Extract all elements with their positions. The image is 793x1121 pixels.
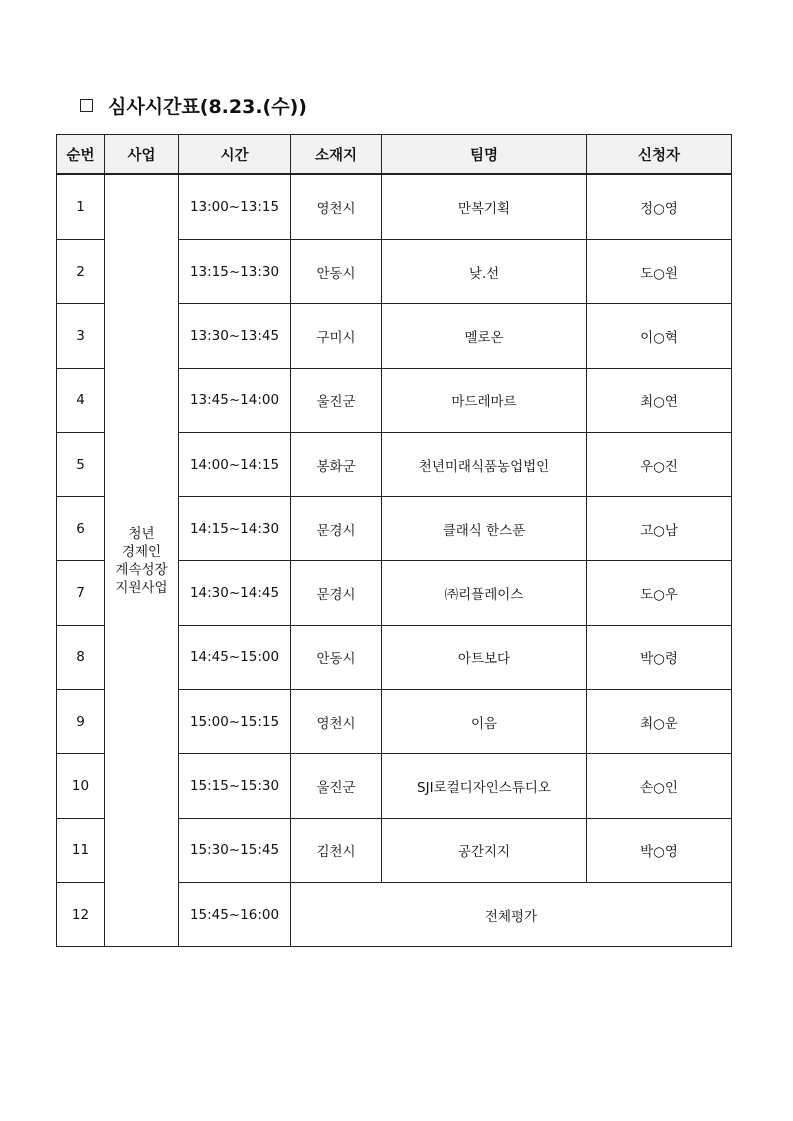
cell-time: 15:00~15:15 [179,690,291,754]
cell-no: 2 [57,240,105,304]
cell-time: 13:30~13:45 [179,304,291,368]
cell-location: 영천시 [291,690,382,754]
cell-applicant: 박○령 [587,625,732,689]
header-business: 사업 [105,135,179,175]
cell-team: 아트보다 [382,625,587,689]
cell-team: ㈜리플레이스 [382,561,587,625]
cell-time: 15:45~16:00 [179,882,291,946]
cell-applicant: 도○우 [587,561,732,625]
cell-overall-evaluation: 전체평가 [291,882,732,946]
cell-time: 15:30~15:45 [179,818,291,882]
cell-no: 3 [57,304,105,368]
cell-team: SJI로컬디자인스튜디오 [382,754,587,818]
cell-applicant: 손○인 [587,754,732,818]
header-no: 순번 [57,135,105,175]
cell-location: 영천시 [291,174,382,240]
table-header-row [57,135,732,175]
cell-no: 10 [57,754,105,818]
cell-team: 이음 [382,690,587,754]
schedule-table [56,134,732,947]
cell-no: 4 [57,368,105,432]
cell-team: 마드레마르 [382,368,587,432]
header-time: 시간 [179,135,291,175]
header-team: 팀명 [382,135,587,175]
cell-team: 만복기획 [382,174,587,240]
cell-applicant: 박○영 [587,818,732,882]
cell-time: 15:15~15:30 [179,754,291,818]
table-row [57,174,732,240]
cell-team: 클래식 한스푼 [382,497,587,561]
cell-no: 9 [57,690,105,754]
cell-no: 5 [57,432,105,496]
cell-no: 6 [57,497,105,561]
header-location: 소재지 [291,135,382,175]
business-line: 청년 [128,525,155,542]
cell-location: 안동시 [291,240,382,304]
cell-team: 천년미래식품농업법인 [382,432,587,496]
header-applicant: 신청자 [587,135,732,175]
cell-applicant: 우○진 [587,432,732,496]
cell-applicant: 도○원 [587,240,732,304]
page-title-text: 심사시간표(8.23.(수)) [108,96,307,118]
cell-location: 울진군 [291,754,382,818]
cell-applicant: 최○운 [587,690,732,754]
cell-location: 구미시 [291,304,382,368]
cell-team: 낮.선 [382,240,587,304]
page-title [80,92,307,119]
cell-location: 문경시 [291,497,382,561]
business-line: 계속성장 [115,561,168,578]
business-line: 지원사업 [115,579,168,596]
cell-no: 12 [57,882,105,946]
cell-location: 김천시 [291,818,382,882]
cell-location: 안동시 [291,625,382,689]
cell-time: 13:15~13:30 [179,240,291,304]
cell-time: 13:45~14:00 [179,368,291,432]
cell-time: 14:30~14:45 [179,561,291,625]
cell-time: 14:15~14:30 [179,497,291,561]
cell-no: 11 [57,818,105,882]
cell-applicant: 최○연 [587,368,732,432]
cell-location: 울진군 [291,368,382,432]
business-line: 경제인 [121,543,162,560]
cell-no: 8 [57,625,105,689]
cell-location: 문경시 [291,561,382,625]
cell-time: 14:00~14:15 [179,432,291,496]
cell-time: 14:45~15:00 [179,625,291,689]
cell-applicant: 정○영 [587,174,732,240]
cell-no: 1 [57,174,105,240]
cell-team: 공간지지 [382,818,587,882]
cell-team: 멜로온 [382,304,587,368]
cell-time: 13:00~13:15 [179,174,291,240]
cell-applicant: 고○남 [587,497,732,561]
cell-business [105,174,179,947]
cell-location: 봉화군 [291,432,382,496]
cell-applicant: 이○혁 [587,304,732,368]
checkbox-square-icon [80,99,93,112]
cell-no: 7 [57,561,105,625]
